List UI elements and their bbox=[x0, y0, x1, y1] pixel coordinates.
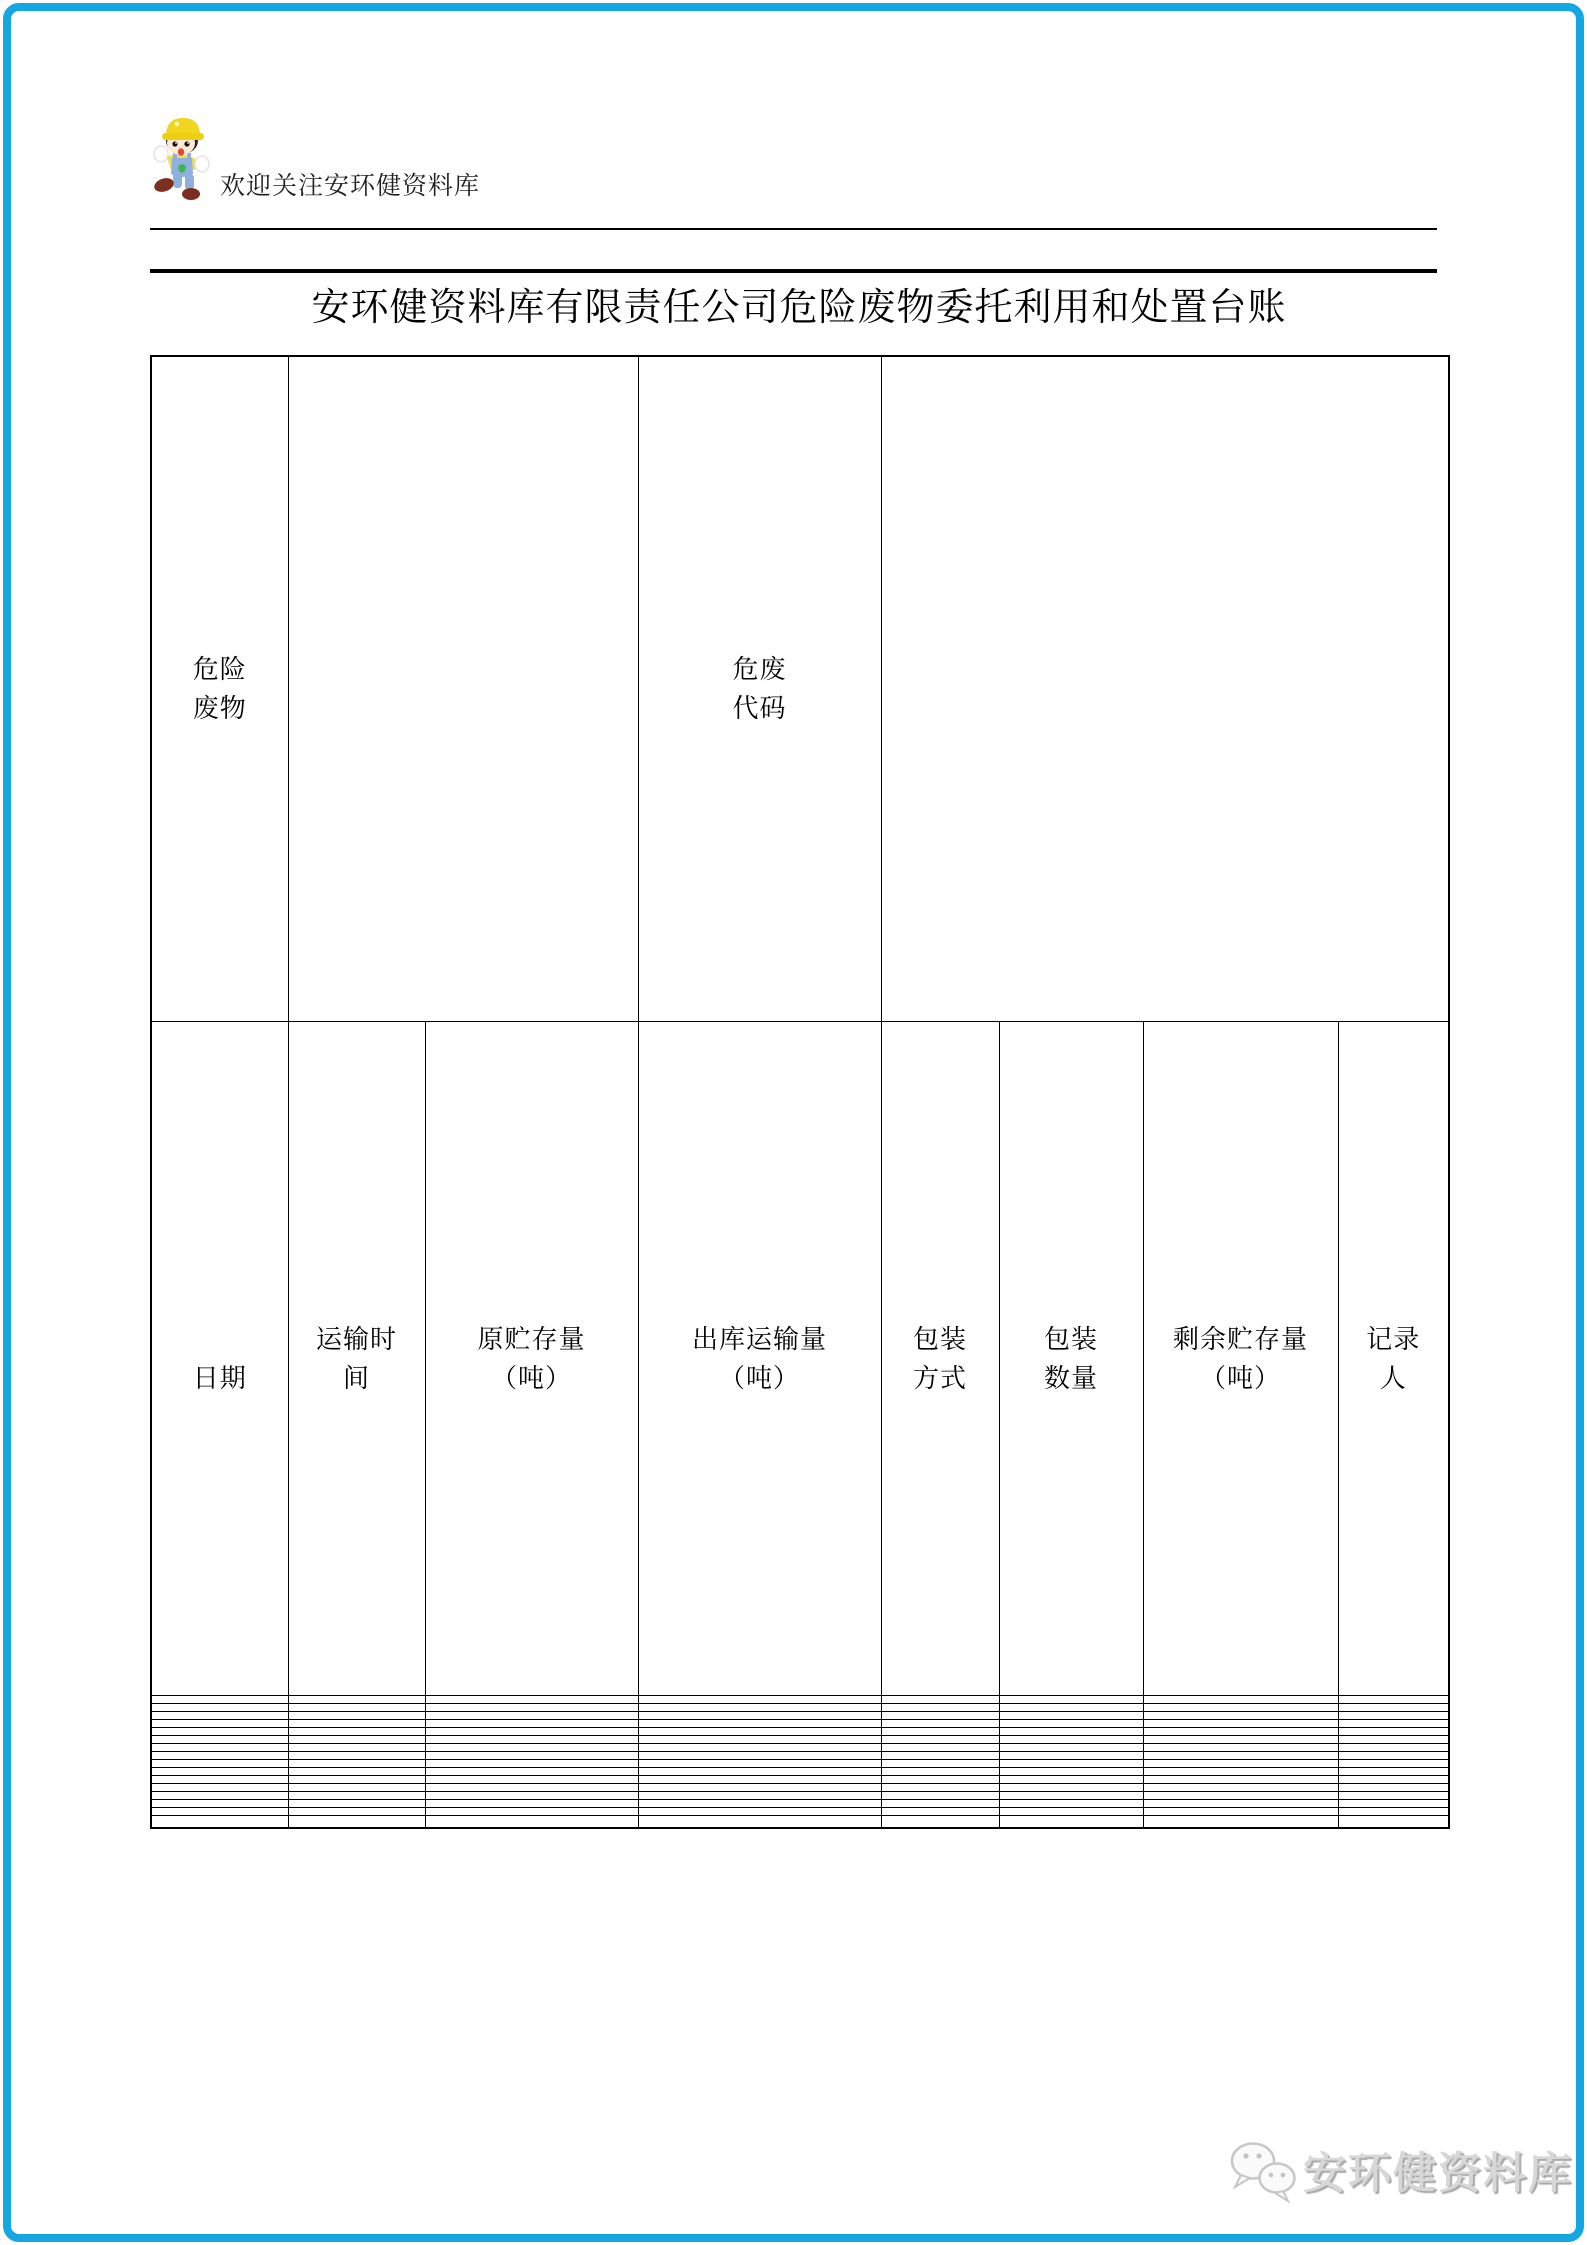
empty-cell bbox=[638, 1728, 881, 1736]
table-row bbox=[151, 1800, 1449, 1808]
worker-mascot-icon bbox=[147, 112, 215, 202]
column-header-row bbox=[151, 1022, 1449, 1696]
empty-cell bbox=[1143, 1768, 1338, 1776]
empty-cell bbox=[288, 1736, 425, 1744]
empty-cell bbox=[999, 1712, 1143, 1720]
empty-cell bbox=[881, 1816, 999, 1828]
empty-cell bbox=[1143, 1728, 1338, 1736]
empty-cell bbox=[288, 1752, 425, 1760]
empty-cell bbox=[1338, 1728, 1449, 1736]
table-row bbox=[151, 1752, 1449, 1760]
empty-cell bbox=[151, 1816, 288, 1828]
empty-cell bbox=[638, 1816, 881, 1828]
empty-cell bbox=[151, 1728, 288, 1736]
empty-cell bbox=[288, 1800, 425, 1808]
welcome-text: 欢迎关注安环健资料库 bbox=[220, 173, 481, 200]
table-row bbox=[151, 1736, 1449, 1744]
empty-cell bbox=[1143, 1784, 1338, 1792]
empty-cell bbox=[1143, 1816, 1338, 1828]
empty-cell bbox=[881, 1776, 999, 1784]
empty-cell bbox=[881, 1736, 999, 1744]
empty-cell bbox=[288, 1720, 425, 1728]
empty-cell bbox=[151, 1784, 288, 1792]
empty-cell bbox=[151, 1768, 288, 1776]
empty-cell bbox=[425, 1728, 638, 1736]
empty-cell bbox=[425, 1752, 638, 1760]
waste-code-label-cell: 危废 代码 bbox=[638, 356, 881, 1022]
empty-cell bbox=[638, 1712, 881, 1720]
empty-cell bbox=[999, 1704, 1143, 1712]
empty-cell bbox=[881, 1792, 999, 1800]
empty-cell bbox=[881, 1800, 999, 1808]
empty-cell bbox=[151, 1704, 288, 1712]
empty-cell bbox=[425, 1712, 638, 1720]
col-header-recorder: 记录 人 bbox=[1338, 1022, 1449, 1696]
empty-cell bbox=[999, 1736, 1143, 1744]
empty-cell bbox=[1338, 1768, 1449, 1776]
col-header-original-storage: 原贮存量 （吨） bbox=[425, 1022, 638, 1696]
table-row bbox=[151, 1768, 1449, 1776]
empty-cell bbox=[638, 1744, 881, 1752]
empty-cell bbox=[1143, 1792, 1338, 1800]
empty-cell bbox=[1338, 1808, 1449, 1816]
empty-cell bbox=[999, 1816, 1143, 1828]
col-header-transport-time: 运输时 间 bbox=[288, 1022, 425, 1696]
empty-cell bbox=[288, 1784, 425, 1792]
empty-cell bbox=[999, 1800, 1143, 1808]
empty-cell bbox=[999, 1720, 1143, 1728]
empty-cell bbox=[1338, 1784, 1449, 1792]
empty-cell bbox=[1338, 1696, 1449, 1704]
empty-cell bbox=[1143, 1744, 1338, 1752]
empty-cell bbox=[1143, 1752, 1338, 1760]
empty-cell bbox=[425, 1720, 638, 1728]
empty-cell bbox=[881, 1784, 999, 1792]
header-divider-thick bbox=[150, 269, 1437, 273]
empty-cell bbox=[638, 1768, 881, 1776]
empty-cell bbox=[425, 1744, 638, 1752]
empty-cell bbox=[881, 1744, 999, 1752]
table-row bbox=[151, 1720, 1449, 1728]
empty-cell bbox=[151, 1736, 288, 1744]
empty-cell bbox=[999, 1808, 1143, 1816]
empty-cell bbox=[881, 1712, 999, 1720]
table-row bbox=[151, 1784, 1449, 1792]
table-row bbox=[151, 1792, 1449, 1800]
empty-cell bbox=[999, 1744, 1143, 1752]
hazardous-waste-ledger-table bbox=[150, 355, 1450, 1829]
waste-code-value-cell bbox=[881, 356, 1449, 1022]
empty-cell bbox=[638, 1720, 881, 1728]
empty-cell bbox=[638, 1736, 881, 1744]
empty-cell bbox=[425, 1816, 638, 1828]
empty-cell bbox=[881, 1704, 999, 1712]
empty-cell bbox=[999, 1784, 1143, 1792]
empty-cell bbox=[881, 1808, 999, 1816]
ledger-table-body bbox=[151, 1696, 1449, 1828]
col-header-date: 日期 bbox=[151, 1022, 288, 1696]
empty-cell bbox=[288, 1744, 425, 1752]
empty-cell bbox=[1338, 1704, 1449, 1712]
empty-cell bbox=[1338, 1792, 1449, 1800]
empty-cell bbox=[151, 1800, 288, 1808]
empty-cell bbox=[1338, 1760, 1449, 1768]
empty-cell bbox=[881, 1768, 999, 1776]
empty-cell bbox=[638, 1696, 881, 1704]
empty-cell bbox=[638, 1704, 881, 1712]
empty-cell bbox=[638, 1808, 881, 1816]
empty-cell bbox=[999, 1768, 1143, 1776]
table-row bbox=[151, 1712, 1449, 1720]
empty-cell bbox=[1338, 1736, 1449, 1744]
empty-cell bbox=[425, 1760, 638, 1768]
col-header-outbound-amount: 出库运输量 （吨） bbox=[638, 1022, 881, 1696]
empty-cell bbox=[1338, 1800, 1449, 1808]
empty-cell bbox=[425, 1696, 638, 1704]
empty-cell bbox=[1338, 1744, 1449, 1752]
empty-cell bbox=[881, 1696, 999, 1704]
empty-cell bbox=[999, 1760, 1143, 1768]
empty-cell bbox=[288, 1768, 425, 1776]
header-divider-thin bbox=[150, 228, 1437, 230]
empty-cell bbox=[638, 1776, 881, 1784]
empty-cell bbox=[638, 1752, 881, 1760]
empty-cell bbox=[425, 1784, 638, 1792]
empty-cell bbox=[151, 1808, 288, 1816]
empty-cell bbox=[1143, 1736, 1338, 1744]
empty-cell bbox=[638, 1760, 881, 1768]
empty-cell bbox=[638, 1784, 881, 1792]
ledger-table-head bbox=[151, 356, 1449, 1696]
empty-cell bbox=[288, 1728, 425, 1736]
empty-cell bbox=[425, 1704, 638, 1712]
empty-cell bbox=[999, 1776, 1143, 1784]
empty-cell bbox=[288, 1776, 425, 1784]
col-header-packaging-method: 包装 方式 bbox=[881, 1022, 999, 1696]
info-row bbox=[151, 356, 1449, 1022]
table-row bbox=[151, 1728, 1449, 1736]
empty-cell bbox=[1338, 1752, 1449, 1760]
empty-cell bbox=[1143, 1760, 1338, 1768]
empty-cell bbox=[288, 1792, 425, 1800]
empty-cell bbox=[1338, 1776, 1449, 1784]
table-row bbox=[151, 1776, 1449, 1784]
empty-cell bbox=[425, 1776, 638, 1784]
empty-cell bbox=[881, 1720, 999, 1728]
empty-cell bbox=[1143, 1720, 1338, 1728]
table-row bbox=[151, 1704, 1449, 1712]
table-row bbox=[151, 1760, 1449, 1768]
empty-cell bbox=[425, 1800, 638, 1808]
empty-cell bbox=[151, 1720, 288, 1728]
empty-cell bbox=[1143, 1800, 1338, 1808]
empty-cell bbox=[288, 1816, 425, 1828]
empty-cell bbox=[881, 1760, 999, 1768]
empty-cell bbox=[881, 1728, 999, 1736]
empty-cell bbox=[151, 1744, 288, 1752]
empty-cell bbox=[1143, 1704, 1338, 1712]
empty-cell bbox=[1143, 1776, 1338, 1784]
col-header-packaging-quantity: 包装 数量 bbox=[999, 1022, 1143, 1696]
table-row bbox=[151, 1808, 1449, 1816]
wechat-icon bbox=[1228, 2140, 1302, 2204]
empty-cell bbox=[151, 1776, 288, 1784]
empty-cell bbox=[1143, 1808, 1338, 1816]
hazard-waste-value-cell bbox=[288, 356, 638, 1022]
empty-cell bbox=[1143, 1712, 1338, 1720]
empty-cell bbox=[999, 1792, 1143, 1800]
empty-cell bbox=[288, 1712, 425, 1720]
col-header-remaining-storage: 剩余贮存量 （吨） bbox=[1143, 1022, 1338, 1696]
document-title: 安环健资料库有限责任公司危险废物委托利用和处置台账 bbox=[311, 287, 1287, 329]
empty-cell bbox=[288, 1704, 425, 1712]
empty-cell bbox=[881, 1752, 999, 1760]
empty-cell bbox=[425, 1792, 638, 1800]
empty-cell bbox=[999, 1752, 1143, 1760]
table-row bbox=[151, 1816, 1449, 1828]
empty-cell bbox=[151, 1752, 288, 1760]
empty-cell bbox=[151, 1696, 288, 1704]
empty-cell bbox=[425, 1736, 638, 1744]
empty-cell bbox=[425, 1768, 638, 1776]
empty-cell bbox=[151, 1712, 288, 1720]
table-row bbox=[151, 1744, 1449, 1752]
empty-cell bbox=[999, 1696, 1143, 1704]
empty-cell bbox=[999, 1728, 1143, 1736]
empty-cell bbox=[638, 1792, 881, 1800]
table-row bbox=[151, 1696, 1449, 1704]
empty-cell bbox=[151, 1792, 288, 1800]
empty-cell bbox=[151, 1760, 288, 1768]
footer-brand-text: 安环健资料库 bbox=[1303, 2150, 1573, 2198]
empty-cell bbox=[425, 1808, 638, 1816]
empty-cell bbox=[1338, 1816, 1449, 1828]
hazard-waste-label-cell: 危险 废物 bbox=[151, 356, 288, 1022]
empty-cell bbox=[638, 1800, 881, 1808]
empty-cell bbox=[1338, 1720, 1449, 1728]
empty-cell bbox=[288, 1808, 425, 1816]
empty-cell bbox=[1338, 1712, 1449, 1720]
empty-cell bbox=[288, 1760, 425, 1768]
empty-cell bbox=[1143, 1696, 1338, 1704]
empty-cell bbox=[288, 1696, 425, 1704]
